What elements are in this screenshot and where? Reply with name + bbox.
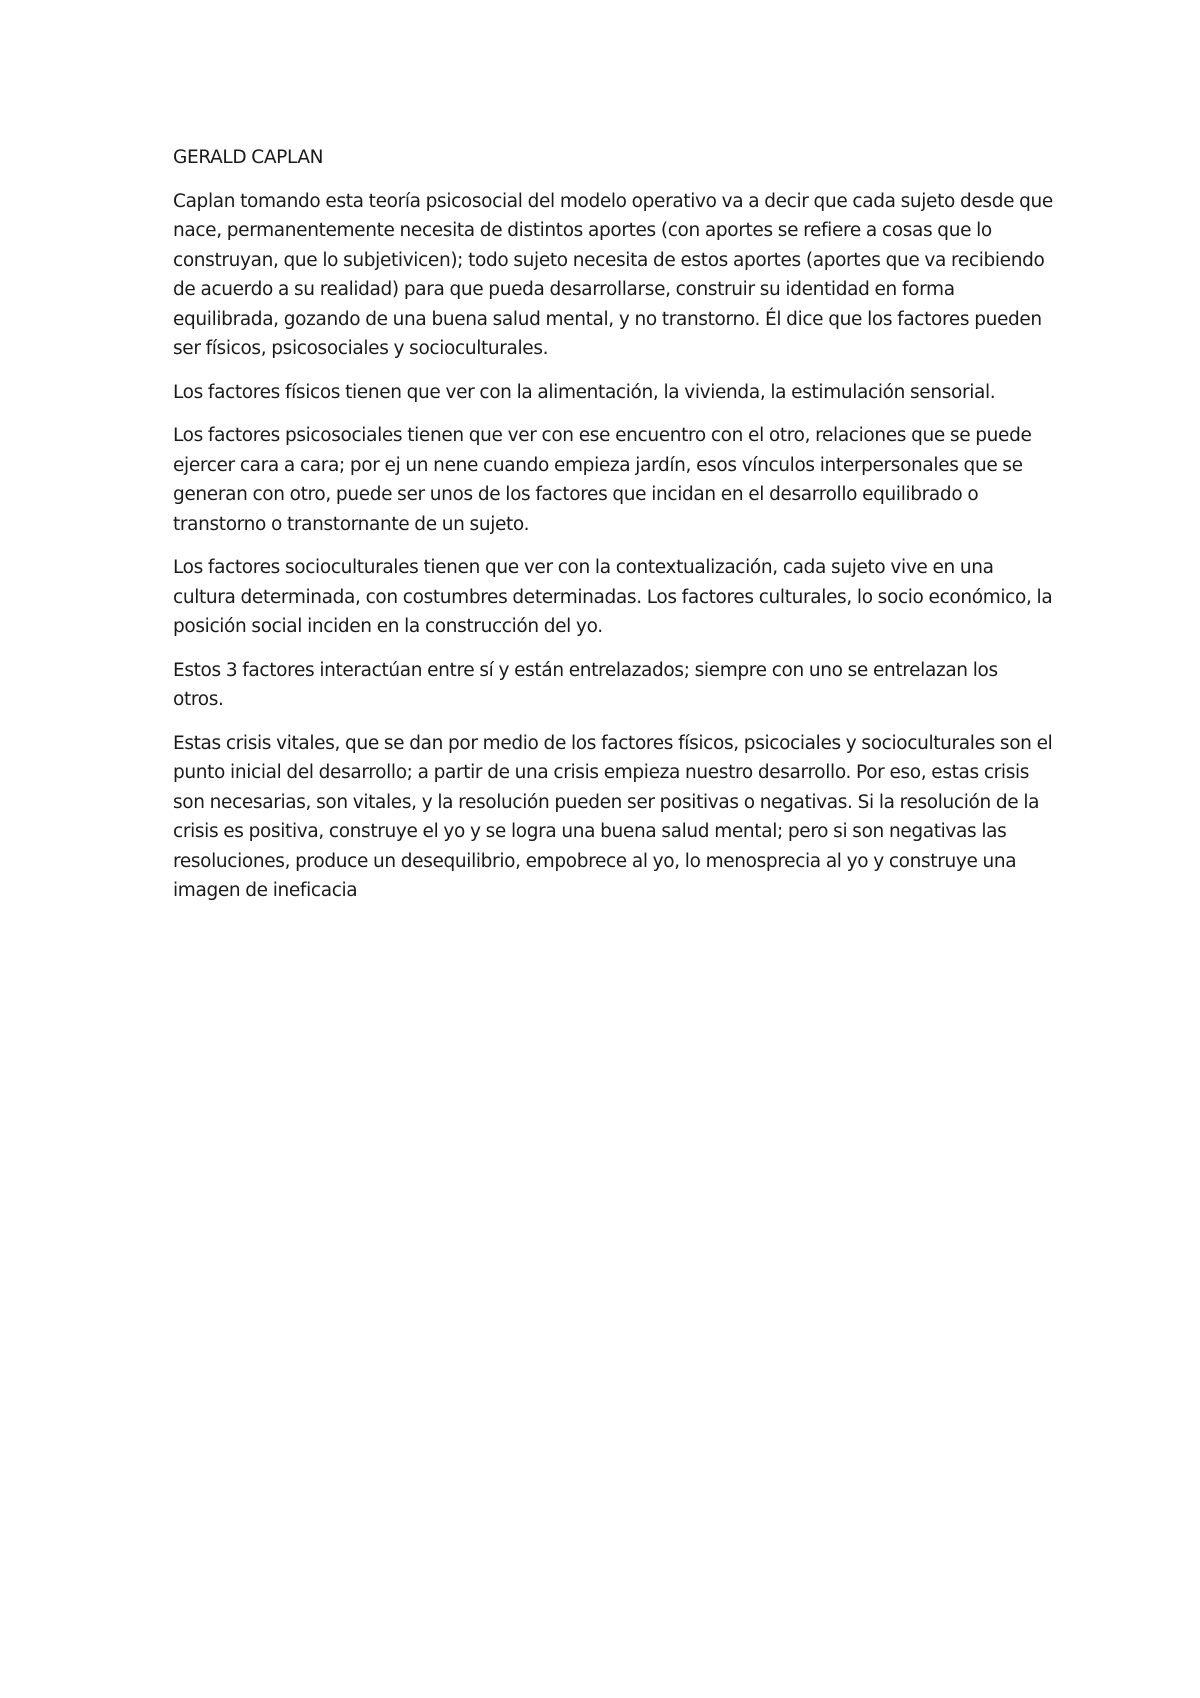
document-title: GERALD CAPLAN [173, 147, 324, 168]
paragraph: Los factores físicos tienen que ver con la alimentación, la vivienda, la estimulación sensorial. [173, 381, 996, 403]
paragraph: Estas crisis vitales, que se dan por medio de los factores físicos, psicociales y socioculturales son el punto inicial del desarrollo; a partir de una crisis empieza nuestro desarrollo. Por eso, estas crisis son necesarias, son vitales, y la resolución pueden ser positivas o negativas. Si la resolución de la crisis es positiva, construye el yo y se logra una buena salud mental; pero si son negativas las resoluciones, produce un desequilibrio, empobrece al yo, lo menosprecia al yo y construye una imagen de ineficacia [173, 732, 1053, 901]
paragraph: Caplan tomando esta teoría psicosocial del modelo operativo va a decir que cada sujeto desde que nace, permanentemente necesita de distintos aportes (con aportes se refiere a cosas que lo construyan, que lo subjetivicen); todo sujeto necesita de estos aportes (aportes que va recibiendo de acuerdo a su realidad) para que pueda desarrollarse, construir su identidad en forma equilibrada, gozando de una buena salud mental, y no transtorno. Él dice que los factores pueden ser físicos, psicosociales y socioculturales. [173, 190, 1053, 359]
paragraph: Estos 3 factores interactúan entre sí y están entrelazados; siempre con uno se entrelazan los otros. [173, 659, 998, 710]
paragraph: Los factores psicosociales tienen que ver con ese encuentro con el otro, relaciones que se puede ejercer cara a cara; por ej un nene cuando empieza jardín, esos vínculos interpersonales que se generan con otro, puede ser unos de los factores que incidan en el desarrollo equilibrado o transtorno o transtornante de un sujeto. [173, 425, 1032, 535]
document-body [173, 143, 1053, 920]
paragraph: Los factores socioculturales tienen que ver con la contextualización, cada sujeto vive en una cultura determinada, con costumbres determinadas. Los factores culturales, lo socio económico, la posición social inciden en la construcción del yo. [173, 557, 1053, 637]
